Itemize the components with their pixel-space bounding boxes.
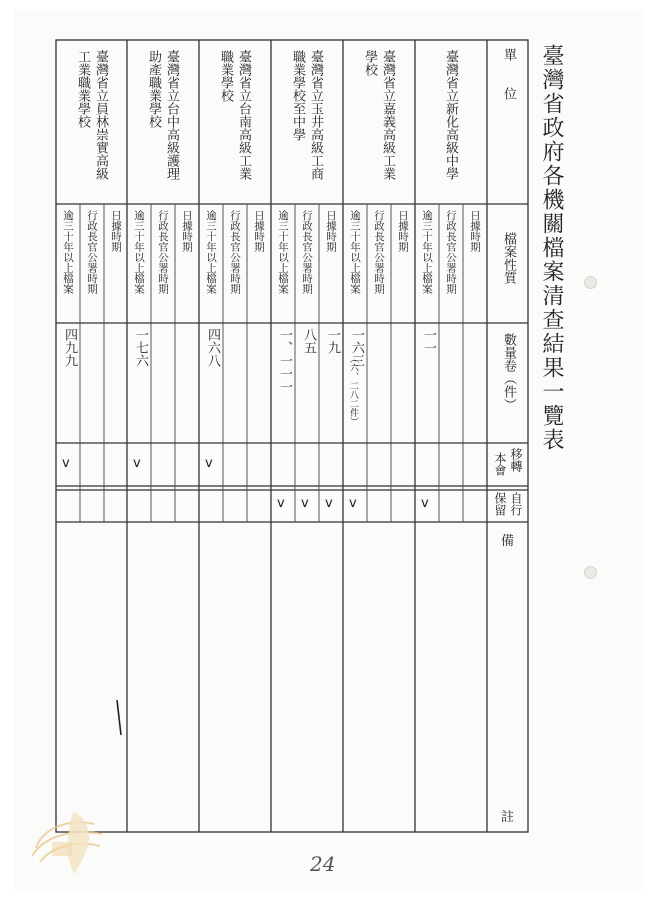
header-keep: 自行 xyxy=(509,492,523,516)
nature-label: 行政長官公署時期 xyxy=(373,210,385,294)
quantity-value: 一九 xyxy=(325,328,340,354)
unit-name-line: 工業職業學校 xyxy=(75,50,90,128)
unit-name-line: 臺灣省立新化高級中學 xyxy=(443,50,458,180)
nature-label: 逾三十年以上檔案 xyxy=(62,210,74,294)
nature-label: 逾三十年以上檔案 xyxy=(349,210,361,294)
nature-label: 日據時期 xyxy=(397,210,409,252)
unit-name-line: 臺灣省立嘉義高級工業 xyxy=(380,50,395,180)
keep-check-mark: v xyxy=(349,496,357,511)
header-unit: 單 位 xyxy=(501,48,516,100)
unit-name-line: 職業學校至中學 xyxy=(290,50,305,141)
nature-label: 逾三十年以上檔案 xyxy=(277,210,289,294)
quantity-value: 一、一一一 xyxy=(277,328,292,393)
punch-hole-top xyxy=(584,276,597,289)
unit-name-line: 臺灣省立玉井高級工商 xyxy=(308,50,323,180)
unit-name-line: 臺灣省立員林崇實高級 xyxy=(93,50,108,180)
unit-name-line: 臺灣省立台中高級護理 xyxy=(164,50,179,180)
keep-check-mark: v xyxy=(277,496,285,511)
nature-label: 日據時期 xyxy=(181,210,193,252)
quantity-note: （六、二八二件） xyxy=(348,354,358,426)
unit-name-line: 職業學校 xyxy=(218,50,233,102)
header-transfer: 移轉 xyxy=(509,448,523,472)
quantity-value: 一七六 xyxy=(133,328,148,367)
header-nature: 檔案性質 xyxy=(501,232,516,284)
nature-label: 行政長官公署時期 xyxy=(301,210,313,294)
punch-hole-bottom xyxy=(584,566,597,579)
nature-label: 日據時期 xyxy=(253,210,265,252)
nature-label: 行政長官公署時期 xyxy=(229,210,241,294)
quantity-value: 四六八 xyxy=(205,328,220,367)
unit-name-line: 學校 xyxy=(362,50,377,76)
keep-check-mark: v xyxy=(325,496,333,511)
header-transfer-sub: 本會 xyxy=(493,452,507,476)
quantity-value: 八五 xyxy=(301,328,316,354)
quantity-value: 一一 xyxy=(421,328,436,354)
header-remark-b: 註 xyxy=(501,810,515,825)
nature-label: 日據時期 xyxy=(110,210,122,252)
quantity-value: 四九九 xyxy=(62,328,77,367)
nature-label: 逾三十年以上檔案 xyxy=(205,210,217,294)
nature-label: 逾三十年以上檔案 xyxy=(421,210,433,294)
transfer-check-mark: v xyxy=(62,456,70,471)
quantity-value: 一六三 xyxy=(349,328,364,367)
header-remark-a: 備 xyxy=(501,534,515,549)
nature-label: 行政長官公署時期 xyxy=(86,210,98,294)
unit-name-line: 臺灣省立台南高級工業 xyxy=(236,50,251,180)
transfer-check-mark: v xyxy=(205,456,213,471)
transfer-check-mark: v xyxy=(133,456,141,471)
header-keep-sub: 保留 xyxy=(493,492,507,516)
keep-check-mark: v xyxy=(301,496,309,511)
nature-label: 行政長官公署時期 xyxy=(157,210,169,294)
page-title: 臺灣省政府各機關檔案清查結果一覽表 xyxy=(539,44,564,452)
unit-name-line: 助產職業學校 xyxy=(146,50,161,128)
keep-check-mark: v xyxy=(421,496,429,511)
nature-label: 日據時期 xyxy=(469,210,481,252)
page-number: 24 xyxy=(310,852,336,876)
archive-seal-logo xyxy=(22,800,122,878)
nature-label: 行政長官公署時期 xyxy=(445,210,457,294)
nature-label: 日據時期 xyxy=(325,210,337,252)
nature-label: 逾三十年以上檔案 xyxy=(133,210,145,294)
header-quantity: 數量卷（件） xyxy=(501,333,516,411)
